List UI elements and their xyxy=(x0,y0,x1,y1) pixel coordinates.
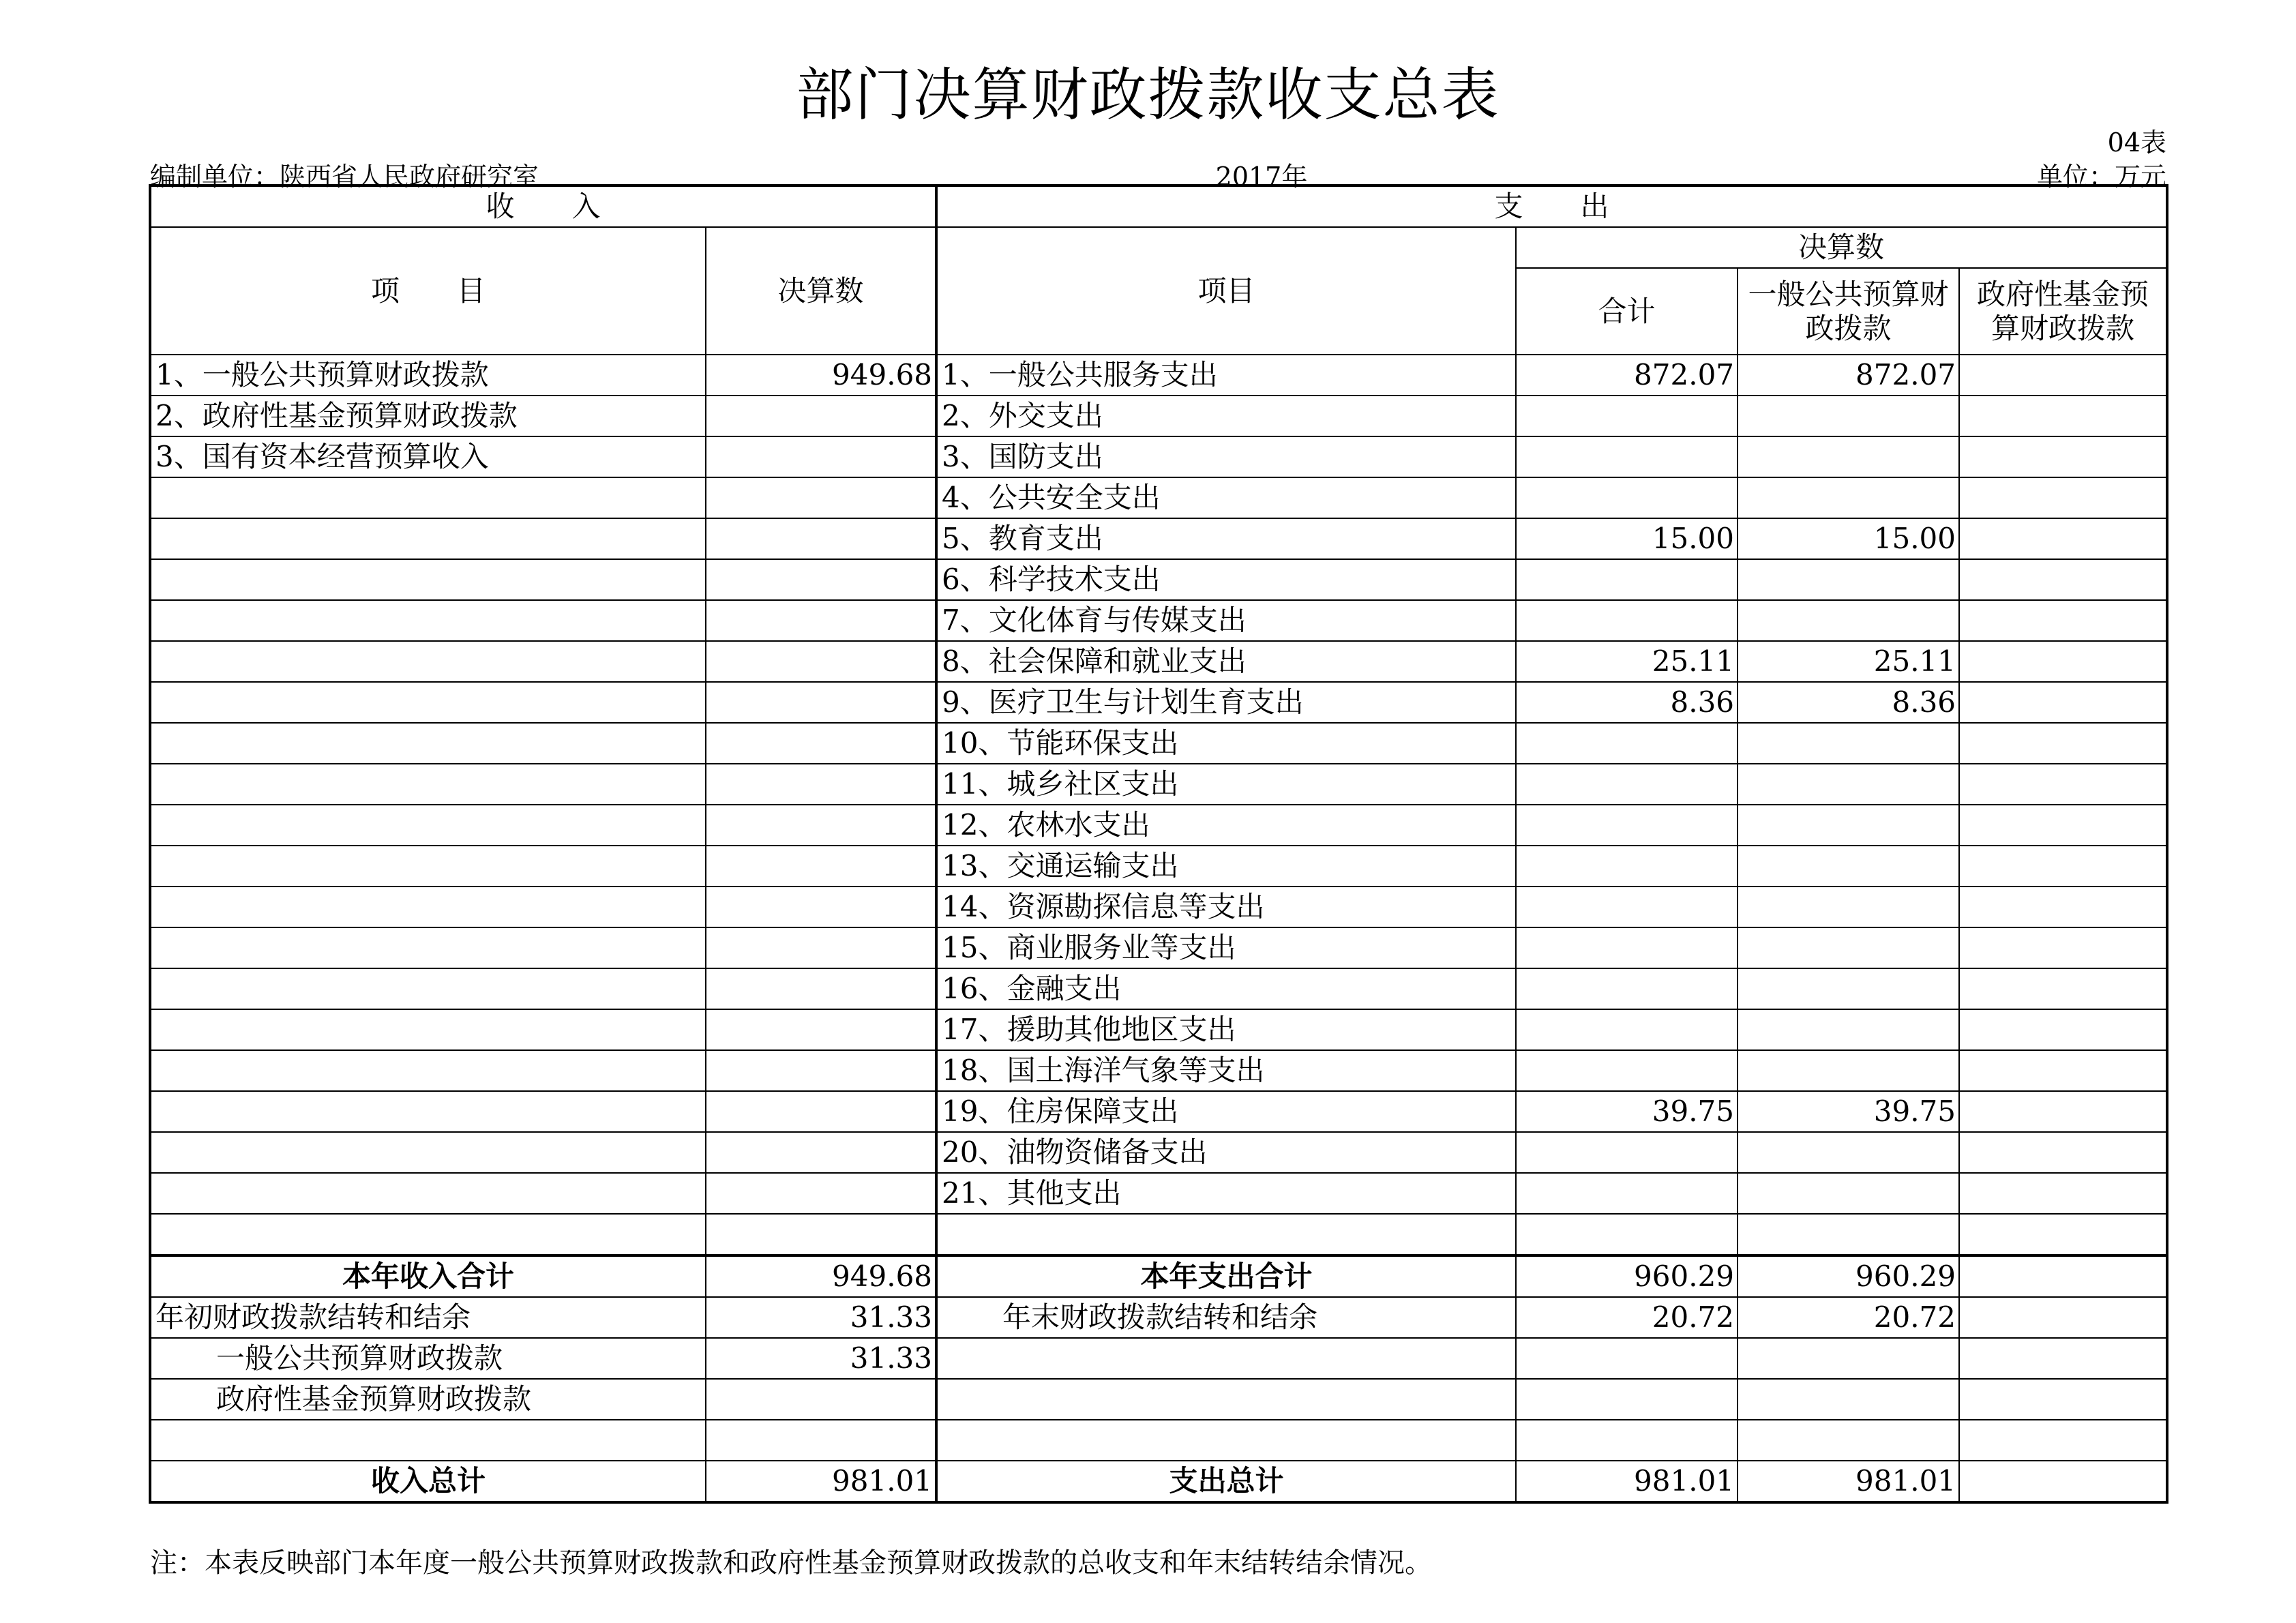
carry-row xyxy=(150,1297,2167,1338)
expense-item-cell: 4、公共安全支出 xyxy=(936,477,1516,518)
income-section-header: 收 入 xyxy=(150,185,936,227)
expense-total-cell xyxy=(1516,396,1738,436)
income-amount-cell xyxy=(706,559,936,600)
expense-item-cell: 12、农林水支出 xyxy=(936,805,1516,846)
expense-item-cell: 15、商业服务业等支出 xyxy=(936,927,1516,968)
expense-total-cell xyxy=(1516,559,1738,600)
income-amount-cell xyxy=(706,968,936,1009)
expense-total-cell xyxy=(1516,436,1738,477)
expense-fund-cell xyxy=(1959,846,2167,887)
income-item-cell xyxy=(150,1132,706,1173)
expense-general-cell xyxy=(1738,723,1959,764)
income-amount-cell xyxy=(706,1173,936,1214)
income-item-cell: 1、一般公共预算财政拨款 xyxy=(150,355,706,396)
expense-total-cell xyxy=(1516,1173,1738,1214)
expense-fund-cell xyxy=(1959,927,2167,968)
income-amount-cell xyxy=(706,764,936,805)
income-amount-header: 决算数 xyxy=(706,227,936,355)
expense-total-cell xyxy=(1516,846,1738,887)
expense-item-cell: 8、社会保障和就业支出 xyxy=(936,641,1516,682)
expense-item-cell: 1、一般公共服务支出 xyxy=(936,355,1516,396)
expense-grand-total-value: 981.01 xyxy=(1516,1461,1738,1502)
year-total-row xyxy=(150,1255,2167,1297)
expense-fund-cell xyxy=(1959,518,2167,559)
expense-fund-cell xyxy=(1959,887,2167,927)
income-amount-cell xyxy=(706,436,936,477)
table-row xyxy=(150,723,2167,764)
carry-out-total: 20.72 xyxy=(1516,1297,1738,1338)
grand-total-row xyxy=(150,1461,2167,1502)
income-grand-total-label: 收入总计 xyxy=(150,1461,706,1502)
expense-general-cell xyxy=(1738,477,1959,518)
income-item-cell xyxy=(150,1050,706,1091)
expense-amount-header: 决算数 xyxy=(1516,227,2167,268)
income-amount-cell xyxy=(706,600,936,641)
expense-total-cell xyxy=(1516,968,1738,1009)
income-item-cell xyxy=(150,1091,706,1132)
income-amount-cell xyxy=(706,396,936,436)
expense-item-cell: 18、国土海洋气象等支出 xyxy=(936,1050,1516,1091)
expense-fund-cell xyxy=(1959,396,2167,436)
expense-grand-fund-value xyxy=(1959,1461,2167,1502)
expense-fund-cell xyxy=(1959,600,2167,641)
income-item-cell xyxy=(150,1009,706,1050)
expense-total-cell xyxy=(1516,1009,1738,1050)
income-grand-total-value: 981.01 xyxy=(706,1461,936,1502)
expense-fund-cell xyxy=(1959,764,2167,805)
carry-fund-row xyxy=(150,1379,2167,1420)
table-row xyxy=(150,805,2167,846)
expense-total-cell xyxy=(1516,764,1738,805)
expense-general-cell xyxy=(1738,1050,1959,1091)
budget-table xyxy=(149,184,2168,1504)
expense-fund-cell xyxy=(1959,477,2167,518)
expense-total-cell xyxy=(1516,477,1738,518)
expense-item-cell: 5、教育支出 xyxy=(936,518,1516,559)
carry-fund-label: 政府性基金预算财政拨款 xyxy=(150,1379,706,1420)
expense-general-cell xyxy=(1738,1132,1959,1173)
income-item-header: 项 目 xyxy=(150,227,706,355)
income-amount-cell xyxy=(706,723,936,764)
expense-fund-cell xyxy=(1959,1091,2167,1132)
table-row xyxy=(150,396,2167,436)
expense-total-cell xyxy=(1516,1132,1738,1173)
table-row xyxy=(150,559,2167,600)
carry-fund-value xyxy=(706,1379,936,1420)
income-amount-cell xyxy=(706,477,936,518)
expense-item-cell: 19、住房保障支出 xyxy=(936,1091,1516,1132)
income-amount-cell xyxy=(706,1214,936,1255)
general-budget-column-header: 一般公共预算财政拨款 xyxy=(1738,268,1959,355)
expense-fund-cell xyxy=(1959,1009,2167,1050)
expense-fund-cell xyxy=(1959,1050,2167,1091)
carry-in-value: 31.33 xyxy=(706,1297,936,1338)
income-amount-cell xyxy=(706,641,936,682)
expense-fund-cell xyxy=(1959,355,2167,396)
income-item-cell xyxy=(150,723,706,764)
income-amount-cell xyxy=(706,1132,936,1173)
expense-fund-cell xyxy=(1959,723,2167,764)
expense-item-cell xyxy=(936,1214,1516,1255)
table-row xyxy=(150,641,2167,682)
expense-item-cell: 3、国防支出 xyxy=(936,436,1516,477)
income-amount-cell xyxy=(706,805,936,846)
expense-total-cell xyxy=(1516,1214,1738,1255)
unit-label: 单位：万元 xyxy=(2036,162,2166,192)
expense-total-cell xyxy=(1516,600,1738,641)
expense-general-cell xyxy=(1738,1009,1959,1050)
carry-out-label: 年末财政拨款结转和结余 xyxy=(936,1297,1516,1338)
expense-item-cell: 20、油物资储备支出 xyxy=(936,1132,1516,1173)
expense-general-cell xyxy=(1738,846,1959,887)
income-amount-cell xyxy=(706,887,936,927)
year-income-total-label: 本年收入合计 xyxy=(150,1255,706,1297)
table-row xyxy=(150,1132,2167,1173)
income-item-cell xyxy=(150,927,706,968)
table-row xyxy=(150,477,2167,518)
income-item-cell xyxy=(150,641,706,682)
expense-general-cell xyxy=(1738,559,1959,600)
year-expense-total-label: 本年支出合计 xyxy=(936,1255,1516,1297)
income-item-cell xyxy=(150,559,706,600)
table-number: 04表 xyxy=(2107,128,2166,158)
expense-general-cell: 15.00 xyxy=(1738,518,1959,559)
income-amount-cell xyxy=(706,846,936,887)
carry-out-general: 20.72 xyxy=(1738,1297,1959,1338)
table-row xyxy=(150,1214,2167,1255)
income-item-cell xyxy=(150,887,706,927)
expense-item-cell: 21、其他支出 xyxy=(936,1173,1516,1214)
expense-total-cell xyxy=(1516,1050,1738,1091)
expense-item-cell: 13、交通运输支出 xyxy=(936,846,1516,887)
table-row xyxy=(150,436,2167,477)
expense-total-cell xyxy=(1516,723,1738,764)
expense-item-cell: 14、资源勘探信息等支出 xyxy=(936,887,1516,927)
expense-item-cell: 6、科学技术支出 xyxy=(936,559,1516,600)
income-item-cell: 2、政府性基金预算财政拨款 xyxy=(150,396,706,436)
income-item-cell xyxy=(150,968,706,1009)
carry-general-value: 31.33 xyxy=(706,1338,936,1379)
expense-general-cell xyxy=(1738,968,1959,1009)
expense-item-header: 项目 xyxy=(936,227,1516,355)
income-amount-cell xyxy=(706,1050,936,1091)
year-expense-fund-value xyxy=(1959,1255,2167,1297)
expense-total-cell xyxy=(1516,927,1738,968)
expense-general-cell xyxy=(1738,927,1959,968)
table-row xyxy=(150,518,2167,559)
carry-general-row xyxy=(150,1338,2167,1379)
expense-fund-cell xyxy=(1959,805,2167,846)
carry-out-fund xyxy=(1959,1297,2167,1338)
expense-item-cell: 2、外交支出 xyxy=(936,396,1516,436)
income-amount-cell xyxy=(706,1091,936,1132)
expense-general-cell: 8.36 xyxy=(1738,682,1959,723)
table-row xyxy=(150,1050,2167,1091)
expense-general-cell xyxy=(1738,764,1959,805)
table-row xyxy=(150,764,2167,805)
expense-fund-cell xyxy=(1959,436,2167,477)
table-row xyxy=(150,600,2167,641)
expense-fund-cell xyxy=(1959,1132,2167,1173)
year-expense-general-value: 960.29 xyxy=(1738,1255,1959,1297)
expense-general-cell xyxy=(1738,600,1959,641)
expense-item-cell: 7、文化体育与传媒支出 xyxy=(936,600,1516,641)
table-row xyxy=(150,927,2167,968)
expense-general-cell xyxy=(1738,887,1959,927)
income-item-cell xyxy=(150,600,706,641)
total-column-header: 合计 xyxy=(1516,268,1738,355)
table-row xyxy=(150,1091,2167,1132)
carry-general-label: 一般公共预算财政拨款 xyxy=(150,1338,706,1379)
income-amount-cell xyxy=(706,518,936,559)
expense-fund-cell xyxy=(1959,968,2167,1009)
expense-general-cell: 39.75 xyxy=(1738,1091,1959,1132)
expense-fund-cell xyxy=(1959,1214,2167,1255)
expense-total-cell: 8.36 xyxy=(1516,682,1738,723)
income-item-cell xyxy=(150,805,706,846)
expense-total-cell: 39.75 xyxy=(1516,1091,1738,1132)
table-row xyxy=(150,846,2167,887)
expense-total-cell xyxy=(1516,887,1738,927)
expense-item-cell: 9、医疗卫生与计划生育支出 xyxy=(936,682,1516,723)
expense-grand-general-value: 981.01 xyxy=(1738,1461,1959,1502)
footnote: 注：本表反映部门本年度一般公共预算财政拨款和政府性基金预算财政拨款的总收支和年末结转结余情况。 xyxy=(150,1547,1432,1579)
table-row xyxy=(150,968,2167,1009)
expense-item-cell: 17、援助其他地区支出 xyxy=(936,1009,1516,1050)
table-row xyxy=(150,355,2167,396)
table-row xyxy=(150,1173,2167,1214)
expense-general-cell xyxy=(1738,396,1959,436)
expense-fund-cell xyxy=(1959,641,2167,682)
income-item-cell xyxy=(150,518,706,559)
income-item-cell xyxy=(150,1173,706,1214)
expense-total-cell: 872.07 xyxy=(1516,355,1738,396)
expense-fund-cell xyxy=(1959,559,2167,600)
expense-item-cell: 16、金融支出 xyxy=(936,968,1516,1009)
organization-label: 编制单位：陕西省人民政府研究室 xyxy=(150,162,539,192)
income-amount-cell: 949.68 xyxy=(706,355,936,396)
income-amount-cell xyxy=(706,927,936,968)
expense-section-header: 支 出 xyxy=(936,185,2167,227)
income-item-cell xyxy=(150,764,706,805)
income-amount-cell xyxy=(706,1009,936,1050)
expense-fund-cell xyxy=(1959,1173,2167,1214)
expense-fund-cell xyxy=(1959,682,2167,723)
year-label: 2017年 xyxy=(1215,162,1308,192)
table-row xyxy=(150,1009,2167,1050)
expense-total-cell: 15.00 xyxy=(1516,518,1738,559)
table-row xyxy=(150,682,2167,723)
year-expense-total-value: 960.29 xyxy=(1516,1255,1738,1297)
expense-general-cell: 872.07 xyxy=(1738,355,1959,396)
blank-row xyxy=(150,1420,2167,1461)
expense-total-cell xyxy=(1516,805,1738,846)
expense-general-cell xyxy=(1738,1173,1959,1214)
income-item-cell xyxy=(150,682,706,723)
page-title: 部门决算财政拨款收支总表 xyxy=(796,61,1500,128)
income-item-cell: 3、国有资本经营预算收入 xyxy=(150,436,706,477)
expense-general-cell xyxy=(1738,805,1959,846)
income-amount-cell xyxy=(706,682,936,723)
carry-in-label: 年初财政拨款结转和结余 xyxy=(150,1297,706,1338)
expense-grand-total-label: 支出总计 xyxy=(936,1461,1516,1502)
income-item-cell xyxy=(150,846,706,887)
income-item-cell xyxy=(150,477,706,518)
expense-item-cell: 11、城乡社区支出 xyxy=(936,764,1516,805)
expense-general-cell: 25.11 xyxy=(1738,641,1959,682)
year-income-total-value: 949.68 xyxy=(706,1255,936,1297)
expense-total-cell: 25.11 xyxy=(1516,641,1738,682)
fund-budget-column-header: 政府性基金预算财政拨款 xyxy=(1959,268,2167,355)
income-item-cell xyxy=(150,1214,706,1255)
expense-item-cell: 10、节能环保支出 xyxy=(936,723,1516,764)
table-row xyxy=(150,887,2167,927)
expense-general-cell xyxy=(1738,1214,1959,1255)
expense-general-cell xyxy=(1738,436,1959,477)
